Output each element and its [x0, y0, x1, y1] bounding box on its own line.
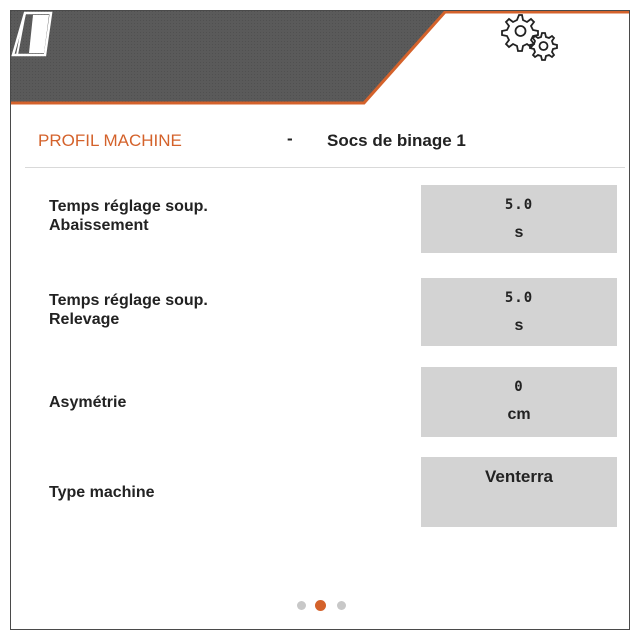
value-text: Venterra: [484, 467, 554, 486]
screen-frame: [10, 10, 630, 630]
label-line: Type machine: [49, 484, 155, 501]
divider: [25, 167, 625, 168]
profile-label: PROFIL MACHINE: [38, 131, 182, 150]
label-line: Relevage: [49, 311, 120, 328]
profile-separator: -: [287, 129, 293, 148]
tab-machine[interactable]: [11, 11, 371, 107]
tab-settings[interactable]: [391, 11, 630, 117]
param-asymmetry-field[interactable]: [421, 367, 617, 437]
param-lowering-time-label: [49, 197, 208, 235]
param-lowering-time-field[interactable]: [421, 185, 617, 253]
page-indicator: [297, 601, 357, 613]
value-number: 5.0: [504, 290, 534, 306]
value-unit: s: [514, 317, 524, 334]
value-unit: cm: [507, 406, 531, 423]
param-raising-time-field[interactable]: [421, 278, 617, 346]
page-dot-active[interactable]: [315, 600, 326, 611]
param-machine-type-field[interactable]: [421, 457, 617, 527]
profile-row: [11, 123, 630, 167]
label-line: Asymétrie: [49, 394, 127, 411]
label-line: Temps réglage soup.: [49, 198, 208, 215]
label-line: Temps réglage soup.: [49, 292, 208, 309]
value-unit: s: [514, 224, 524, 241]
param-raising-time-label: [49, 291, 208, 329]
page-dot[interactable]: [337, 601, 346, 610]
machine-icon: [11, 11, 53, 57]
param-asymmetry-label: [49, 393, 126, 412]
profile-name: Socs de binage 1: [327, 131, 466, 150]
page-dot[interactable]: [297, 601, 306, 610]
settings-gears-icon: [497, 11, 563, 61]
header-tabs: [11, 11, 630, 117]
label-line: Abaissement: [49, 217, 149, 234]
value-number: 5.0: [504, 197, 534, 213]
param-machine-type-label: [49, 483, 155, 502]
value-number: 0: [514, 379, 524, 395]
